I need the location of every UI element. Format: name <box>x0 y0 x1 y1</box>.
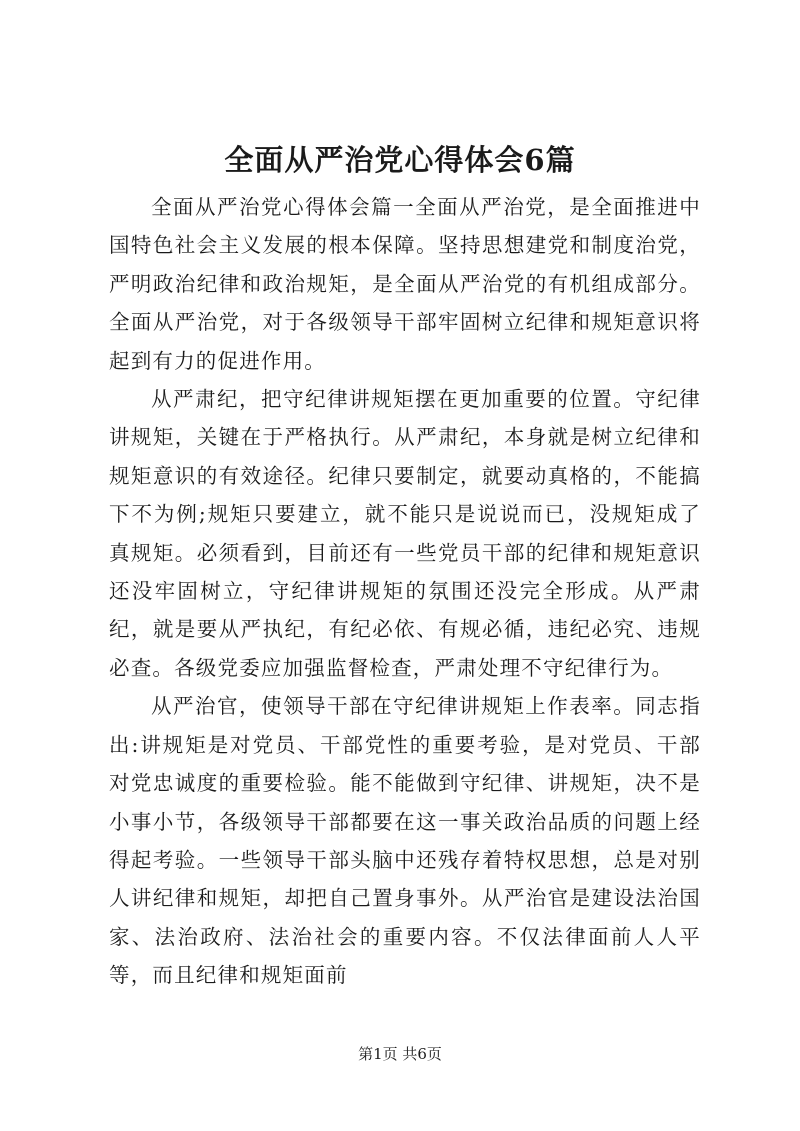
paragraph-1: 全面从严治党心得体会篇一全面从严治党，是全面推进中国特色社会主义发展的根本保障。坚持思想建党和制度治党，严明政治纪律和政治规矩，是全面从严治党的有机组成部分。全面从严治党，对于各级领导干部牢固树立纪律和规矩意识将起到有力的促进作用。 <box>109 195 701 373</box>
document-title: 全面从严治党心得体会6篇 <box>224 143 576 177</box>
document-body <box>109 188 701 995</box>
page-footer: 第1页 共6页 <box>358 1045 442 1063</box>
paragraph-3: 从严治官，使领导干部在守纪律讲规矩上作表率。同志指出:讲规矩是对党员、干部党性的重要考验，是对党员、干部对党忠诚度的重要检验。能不能做到守纪律、讲规矩，决不是小事小节，各级领导干部都要在这一事关政治品质的问题上经得起考验。一些领导干部头脑中还残存着特权思想，总是对别人讲纪律和规矩，却把自己置身事外。从严治官是建设法治国家、法治政府、法治社会的重要内容。不仅法律面前人人平等，而且纪律和规矩面前 <box>109 694 701 988</box>
paragraph-2: 从严肃纪，把守纪律讲规矩摆在更加重要的位置。守纪律讲规矩，关键在于严格执行。从严肃纪，本身就是树立纪律和规矩意识的有效途径。纪律只要制定，就要动真格的，不能搞下不为例;规矩只要建立，就不能只是说说而已，没规矩成了真规矩。必须看到，目前还有一些党员干部的纪律和规矩意识还没牢固树立，守纪律讲规矩的氛围还没完全形成。从严肃纪，就是要从严执纪，有纪必依、有规必循，违纪必究、违规必查。各级党委应加强监督检查，严肃处理不守纪律行为。 <box>109 387 701 680</box>
